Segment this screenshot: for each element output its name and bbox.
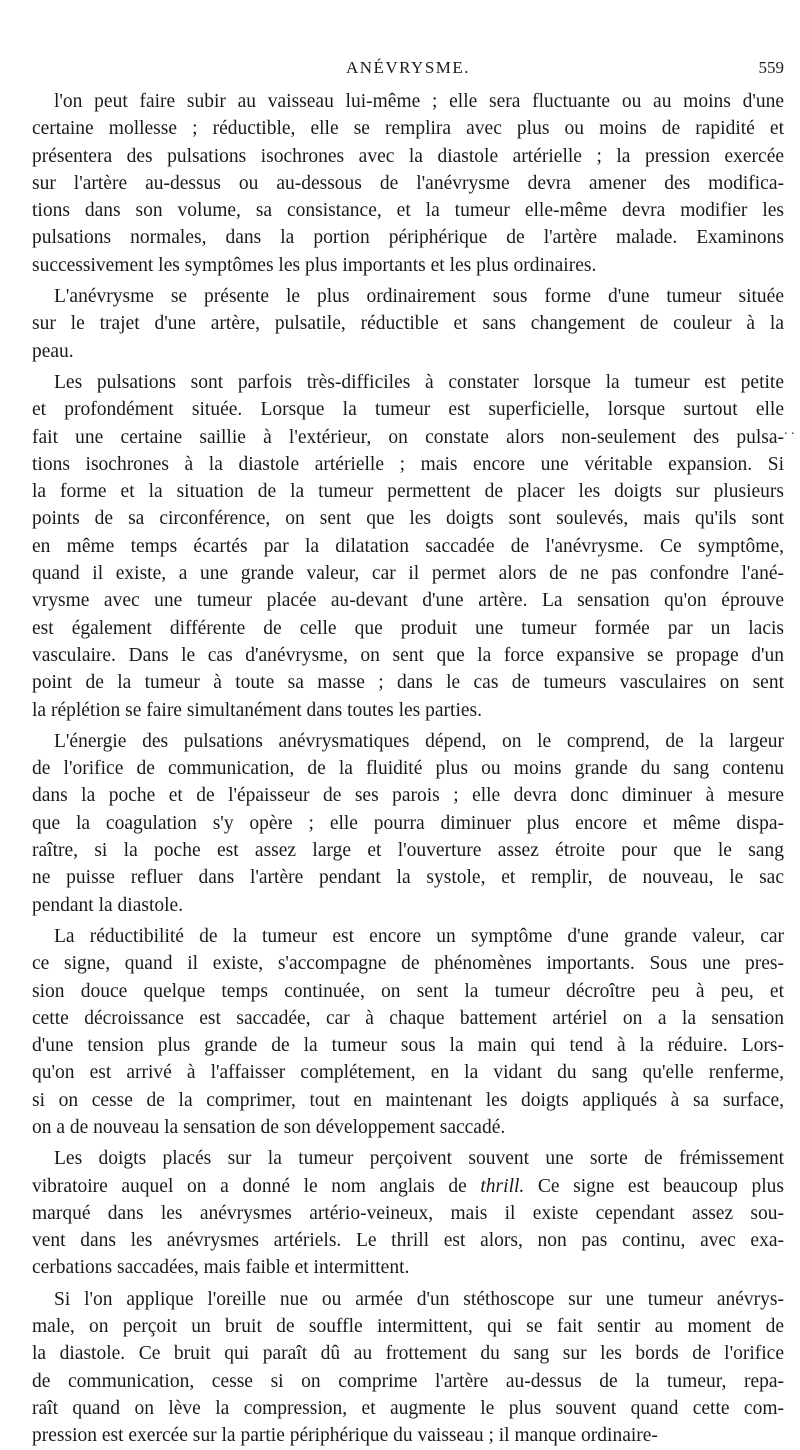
text-line: Les pulsations sont parfois très-difficiles à constater lorsque la tumeur est petite [54,371,784,393]
text-line: pression est exercée sur la partie périphérique du vaisseau ; il manque ordinaire- [32,1425,658,1447]
paragraph [32,1145,784,1281]
text-line: vrysme avec une tumeur placée au-devant d'une artère. La sensation qu'on éprouve [32,590,784,612]
page-header [32,58,784,84]
text-line: sur le trajet d'une artère, pulsatile, réductible et sans changement de couleur à la [32,313,784,335]
text-line: sion douce quelque temps continuée, on sent la tumeur décroître peu à peu, et [32,980,784,1002]
paragraph [32,1286,784,1450]
text-line: l'on peut faire subir au vaisseau lui-même ; elle sera fluctuante ou au moins d'une [54,91,784,112]
text-line: sur l'artère au-dessus ou au-dessous de l'anévrysme devra amener des modifica- [32,172,784,194]
text-line: présentera des pulsations isochrones avec la diastole artérielle ; la pression exercée [32,145,784,167]
text-line: la réplétion se faire simultanément dans toutes les parties. [32,699,482,721]
text-line: marqué dans les anévrysmes artério-veineux, mais il existe cependant assez sou- [32,1202,784,1224]
text-line: successivement les symptômes les plus importants et les plus ordinaires. [32,254,597,276]
text-line: points de sa circonférence, on sent que les doigts sont soulevés, mais qu'ils sont [32,508,784,530]
text-line: qu'on est arrivé à l'affaisser complétement, en la vidant du sang qu'elle renferme, [32,1062,784,1084]
paragraph [32,283,784,365]
page-number: 559 [758,58,784,77]
text-line: Les doigts placés sur la tumeur perçoivent souvent une sorte de frémissement [54,1148,784,1170]
paragraph [32,923,784,1141]
text-line: est également différente de celle que produit une tumeur formée par un lacis [32,617,784,639]
text-line: raît quand on lève la compression, et augmente le plus souvent quand cette com- [32,1397,784,1419]
text-line: la diastole. Ce bruit qui paraît dû au frottement du sang sur les bords de l'orifice [32,1343,784,1365]
text-line: quand il existe, a une grande valeur, car il permet alors de ne pas confondre l'ané- [32,563,784,585]
text-line: la forme et la situation de la tumeur permettent de placer les doigts sur plusieurs [32,481,784,503]
text-line: fait une certaine saillie à l'extérieur, on constate alors non-seulement des pulsa- [32,426,784,448]
text-line: pulsations normales, dans la portion périphérique de l'artère malade. Examinons [32,227,784,249]
running-title: ANÉVRYSME. [345,58,471,77]
text-line: tions dans son volume, sa consistance, et la tumeur elle-même devra modifier les [32,200,784,222]
text-line: que la coagulation s'y opère ; elle pourra diminuer plus encore et même dispa- [32,812,784,834]
text-line: vibratoire auquel on a donné le nom anglais de thrill. Ce signe est beaucoup plus [32,1175,784,1197]
text-line: et profondément située. Lorsque la tumeur est superficielle, lorsque surtout elle [32,399,784,421]
text-line: La réductibilité de la tumeur est encore un symptôme d'une grande valeur, car [54,925,784,947]
text-line: certaine mollesse ; réductible, elle se remplira avec plus ou moins de rapidité et [32,118,784,140]
text-line: point de la tumeur à toute sa masse ; dans le cas de tumeurs vasculaires on sent [32,672,784,694]
italic-term: thrill. [480,1175,525,1197]
text-line: dans la poche et de l'épaisseur de ses parois ; elle devra donc diminuer à mesure [32,785,784,807]
margin-mark: . . [784,423,795,438]
text-line: si on cesse de la comprimer, tout en maintenant les doigts appliqués à sa surface, [32,1089,784,1111]
text-line: male, on perçoit un bruit de souffle intermittent, qui se fait sentir au moment de [32,1316,784,1338]
text-line: ne puisse refluer dans l'artère pendant la systole, et remplir, de nouveau, le sac [32,867,784,889]
text-line: cerbations saccadées, mais faible et intermittent. [32,1257,410,1279]
paragraph [32,369,784,724]
text-line: cette décroissance est saccadée, car à chaque battement artériel on a la sensation [32,1007,784,1029]
text-line: Si l'on applique l'oreille nue ou armée d'un stéthoscope sur une tumeur anévrys- [54,1288,784,1310]
text-line: peau. [32,340,74,362]
text-line: pendant la diastole. [32,894,184,916]
text-line: L'énergie des pulsations anévrysmatiques dépend, on le comprend, de la largeur [54,730,784,752]
text-line: de l'orifice de communication, de la fluidité plus ou moins grande du sang contenu [32,758,784,780]
text-line: on a de nouveau la sensation de son développement saccadé. [32,1116,506,1138]
text-line: tions isochrones à la diastole artérielle ; mais encore une véritable expansion. Si [32,453,784,475]
text-line: L'anévrysme se présente le plus ordinairement sous forme d'une tumeur située [54,286,784,308]
text-line: d'une tension plus grande de la tumeur sous la main qui tend à la réduire. Lors- [32,1035,784,1057]
text-line: vent dans les anévrysmes artériels. Le thrill est alors, non pas continu, avec exa- [32,1230,784,1252]
text-line: de communication, cesse si on comprime l'artère au-dessus de la tumeur, repa- [32,1370,784,1392]
body-text [32,88,784,1450]
text-line: ce signe, quand il existe, s'accompagne de phénomènes importants. Sous une pres- [32,953,784,975]
text-line: vasculaire. Dans le cas d'anévrysme, on sent que la force expansive se propage d'un [32,644,784,666]
text-line: en même temps écartés par la dilatation saccadée de l'anévrysme. Ce symptôme, [32,535,784,557]
paragraph [32,88,784,279]
text-line: raître, si la poche est assez large et l'ouverture assez étroite pour que le sang [32,840,784,862]
book-page [32,58,784,1450]
paragraph [32,728,784,919]
